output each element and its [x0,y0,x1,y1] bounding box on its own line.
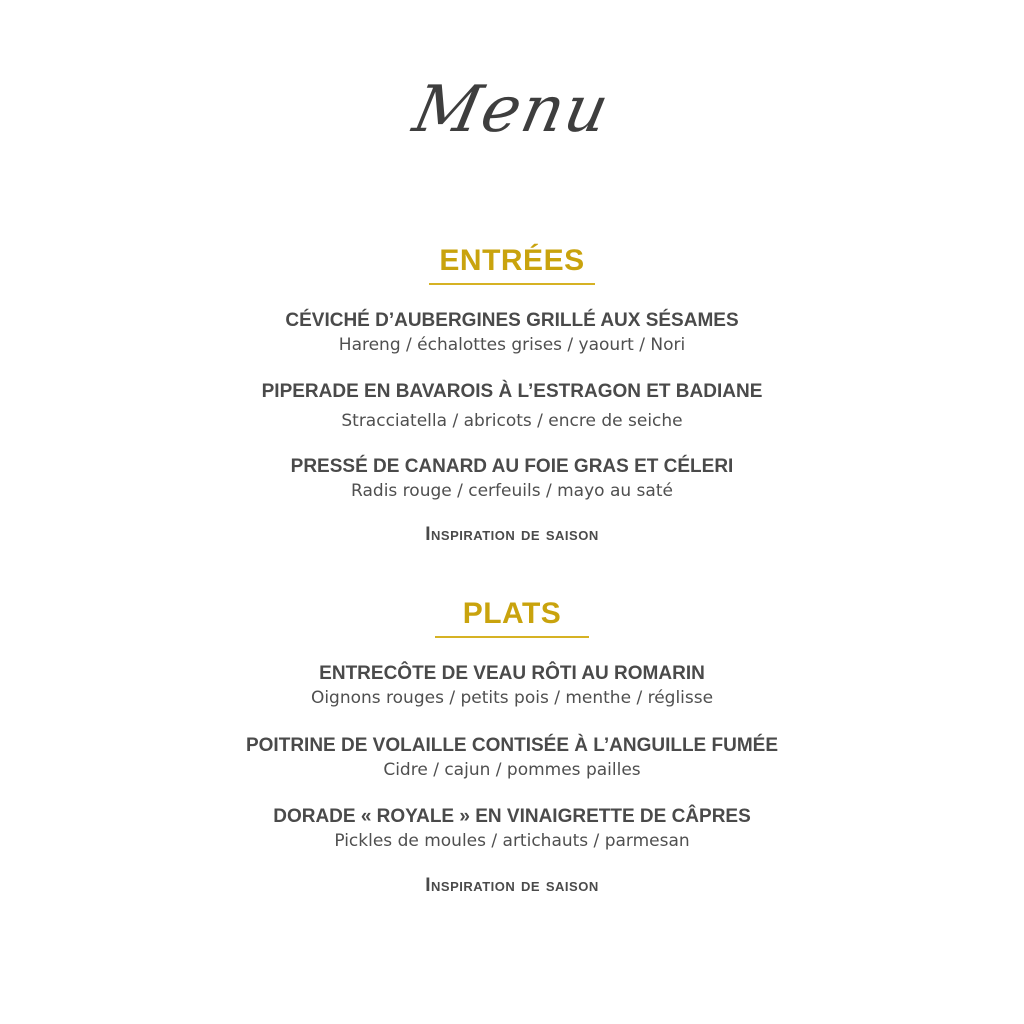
dish-item [0,734,1024,782]
dish-name: POITRINE DE VOLAILLE CONTISÉE À L’ANGUILLE FUMÉE [245,735,779,756]
section-heading-plats: PLATS [462,597,562,630]
dish-item [0,309,1024,357]
section-entrees-heading-wrap [0,242,1024,285]
section-plats-heading-wrap [0,595,1024,638]
dish-item [0,455,1024,503]
section-heading-underline [435,595,590,638]
dish-name: CÉVICHÉ D’AUBERGINES GRILLÉ AUX SÉSAMES [285,310,739,331]
dish-item [0,662,1024,710]
menu-title-wrap [0,73,1024,147]
dish-description: Pickles de moules / artichauts / parmesan [334,831,690,851]
dish-item [0,380,1024,433]
section-heading-entrees: ENTRÉES [439,244,585,277]
seasonal-item [0,875,1024,897]
seasonal-item [0,524,1024,546]
dish-name: ENTRECÔTE DE VEAU RÔTI AU ROMARIN [319,663,705,684]
section-heading-underline [429,242,594,285]
dish-description: Hareng / échalottes grises / yaourt / Nori [338,335,686,355]
dish-description: Stracciatella / abricots / encre de seiche [341,411,683,431]
dish-name: PIPERADE EN BAVAROIS À L’ESTRAGON ET BADIANE [261,381,763,402]
dish-name: DORADE « ROYALE » EN VINAIGRETTE DE CÂPRES [273,806,751,827]
dish-item [0,805,1024,853]
menu-title: Menu [407,73,617,147]
dish-description: Radis rouge / cerfeuils / mayo au saté [351,481,673,501]
seasonal-label: Inspiration de saison [425,875,599,896]
seasonal-label: Inspiration de saison [425,524,599,545]
dish-description: Cidre / cajun / pommes pailles [383,760,641,780]
dish-description: Oignons rouges / petits pois / menthe / réglisse [310,688,714,708]
dish-name: PRESSÉ DE CANARD AU FOIE GRAS ET CÉLERI [290,456,734,477]
